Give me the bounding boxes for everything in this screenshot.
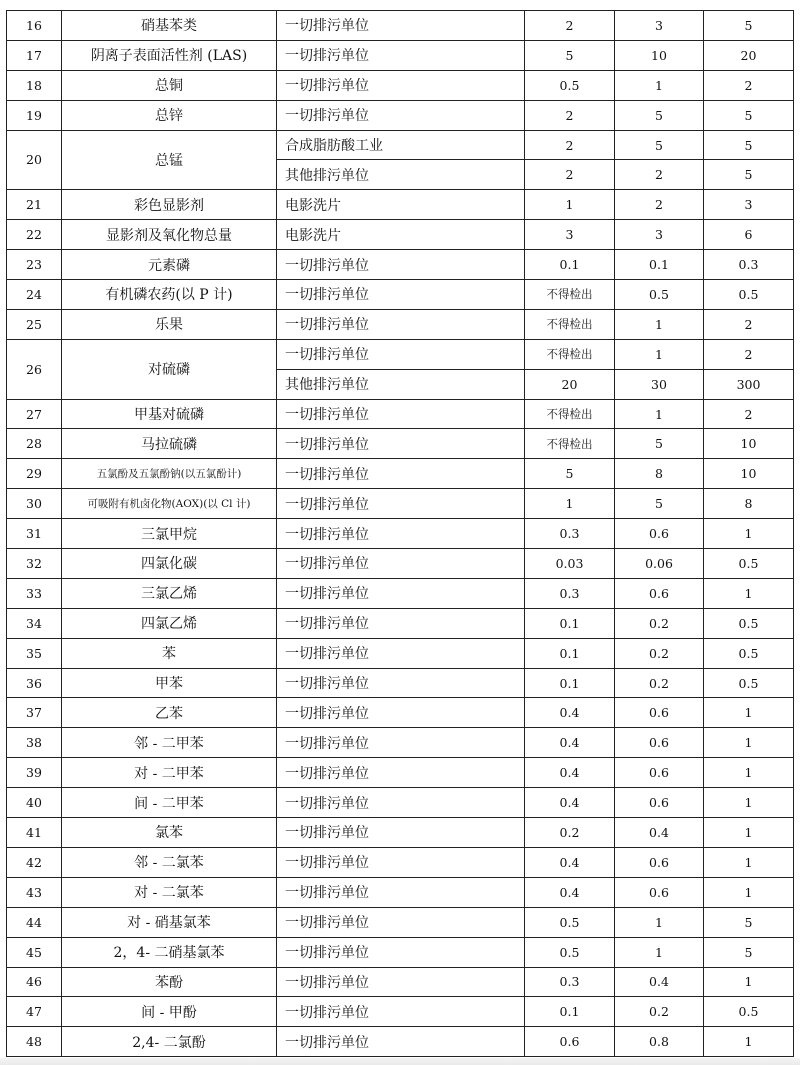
standard-value-grade-2: 0.8: [615, 1027, 704, 1057]
table-row: [7, 1027, 794, 1057]
standard-value-grade-1: 不得检出: [525, 429, 615, 459]
row-number: 18: [7, 70, 62, 100]
pollutant-name: 有机磷农药(以 P 计): [62, 280, 277, 310]
pollutant-name: 甲基对硫磷: [62, 399, 277, 429]
standard-value-grade-1: 0.3: [525, 578, 615, 608]
standard-value-grade-3: 1: [704, 698, 794, 728]
table-row: [7, 70, 794, 100]
pollutant-name: 元素磷: [62, 250, 277, 280]
table-row: [7, 788, 794, 818]
discharge-standard-table: [6, 10, 794, 1057]
applicable-scope: 一切排污单位: [277, 250, 525, 280]
applicable-scope: 一切排污单位: [277, 1027, 525, 1057]
applicable-scope: 一切排污单位: [277, 937, 525, 967]
row-number: 43: [7, 877, 62, 907]
standard-value-grade-2: 0.2: [615, 668, 704, 698]
pollutant-name: 氯苯: [62, 818, 277, 848]
row-number: 40: [7, 788, 62, 818]
table-row: [7, 519, 794, 549]
pollutant-name: 彩色显影剂: [62, 190, 277, 220]
standard-value-grade-1: 0.1: [525, 608, 615, 638]
standard-value-grade-3: 5: [704, 100, 794, 130]
applicable-scope: 其他排污单位: [277, 160, 525, 190]
table-row: [7, 847, 794, 877]
page-bottom-shadow: [0, 1058, 800, 1065]
applicable-scope: 一切排污单位: [277, 668, 525, 698]
applicable-scope: 一切排污单位: [277, 339, 525, 369]
table-row: [7, 997, 794, 1027]
standard-value-grade-2: 0.2: [615, 608, 704, 638]
standard-value-grade-2: 0.6: [615, 847, 704, 877]
standard-value-grade-1: 0.3: [525, 519, 615, 549]
applicable-scope: 一切排污单位: [277, 399, 525, 429]
table-row: [7, 11, 794, 41]
standard-value-grade-3: 1: [704, 728, 794, 758]
standard-value-grade-1: 1: [525, 190, 615, 220]
standard-value-grade-1: 0.4: [525, 728, 615, 758]
pollutant-name: 马拉硫磷: [62, 429, 277, 459]
standard-value-grade-1: 2: [525, 100, 615, 130]
standard-value-grade-2: 0.1: [615, 250, 704, 280]
standard-value-grade-1: 0.5: [525, 937, 615, 967]
applicable-scope: 其他排污单位: [277, 369, 525, 399]
standard-value-grade-1: 不得检出: [525, 399, 615, 429]
row-number: 26: [7, 339, 62, 399]
table-row: [7, 967, 794, 997]
standard-value-grade-1: 0.1: [525, 997, 615, 1027]
standard-value-grade-3: 5: [704, 11, 794, 41]
standard-value-grade-2: 1: [615, 70, 704, 100]
applicable-scope: 一切排污单位: [277, 758, 525, 788]
standard-value-grade-2: 0.6: [615, 578, 704, 608]
pollutant-name: 乙苯: [62, 698, 277, 728]
row-number: 16: [7, 11, 62, 41]
standard-value-grade-2: 1: [615, 339, 704, 369]
row-number: 35: [7, 638, 62, 668]
applicable-scope: 一切排污单位: [277, 847, 525, 877]
applicable-scope: 一切排污单位: [277, 997, 525, 1027]
standard-value-grade-2: 0.06: [615, 549, 704, 579]
standard-value-grade-1: 不得检出: [525, 280, 615, 310]
row-number: 45: [7, 937, 62, 967]
pollutant-name: 总铜: [62, 70, 277, 100]
standard-value-grade-2: 0.6: [615, 728, 704, 758]
standard-value-grade-1: 3: [525, 220, 615, 250]
table-row: [7, 549, 794, 579]
standard-value-grade-1: 0.4: [525, 877, 615, 907]
standard-value-grade-3: 8: [704, 489, 794, 519]
standard-value-grade-3: 0.5: [704, 997, 794, 1027]
pollutant-name: 可吸附有机卤化物(AOX)(以 Cl 计): [62, 489, 277, 519]
pollutant-name: 阴离子表面活性剂 (LAS): [62, 40, 277, 70]
standard-value-grade-2: 0.2: [615, 638, 704, 668]
standard-value-grade-1: 20: [525, 369, 615, 399]
table-row: [7, 309, 794, 339]
table-row: [7, 668, 794, 698]
applicable-scope: 一切排污单位: [277, 100, 525, 130]
applicable-scope: 一切排污单位: [277, 578, 525, 608]
row-number: 30: [7, 489, 62, 519]
standard-value-grade-2: 0.4: [615, 967, 704, 997]
pollutant-name: 间 - 二甲苯: [62, 788, 277, 818]
standard-value-grade-3: 2: [704, 309, 794, 339]
standard-value-grade-3: 1: [704, 578, 794, 608]
table-row: [7, 728, 794, 758]
pollutant-name: 对 - 硝基氯苯: [62, 907, 277, 937]
applicable-scope: 一切排污单位: [277, 11, 525, 41]
applicable-scope: 一切排污单位: [277, 549, 525, 579]
row-number: 22: [7, 220, 62, 250]
standard-value-grade-2: 0.6: [615, 758, 704, 788]
pollutant-name: 三氯乙烯: [62, 578, 277, 608]
standard-value-grade-3: 10: [704, 459, 794, 489]
row-number: 19: [7, 100, 62, 130]
table-row: [7, 429, 794, 459]
standard-value-grade-2: 0.6: [615, 698, 704, 728]
standard-value-grade-1: 0.1: [525, 638, 615, 668]
row-number: 25: [7, 309, 62, 339]
standard-value-grade-2: 5: [615, 130, 704, 160]
standard-value-grade-2: 0.6: [615, 519, 704, 549]
table-row: [7, 608, 794, 638]
pollutant-name: 四氯乙烯: [62, 608, 277, 638]
pollutant-name: 苯酚: [62, 967, 277, 997]
standard-value-grade-3: 300: [704, 369, 794, 399]
standard-value-grade-3: 0.5: [704, 638, 794, 668]
applicable-scope: 一切排污单位: [277, 907, 525, 937]
table-row: [7, 578, 794, 608]
row-number: 48: [7, 1027, 62, 1057]
row-number: 17: [7, 40, 62, 70]
pollutant-name: 对 - 二甲苯: [62, 758, 277, 788]
standard-value-grade-2: 10: [615, 40, 704, 70]
standard-value-grade-3: 1: [704, 818, 794, 848]
standard-value-grade-1: 0.5: [525, 907, 615, 937]
pollutant-name: 五氯酚及五氯酚钠(以五氯酚计): [62, 459, 277, 489]
row-number: 36: [7, 668, 62, 698]
row-number: 29: [7, 459, 62, 489]
standard-value-grade-3: 5: [704, 907, 794, 937]
table-row: [7, 758, 794, 788]
row-number: 34: [7, 608, 62, 638]
pollutant-name: 2，4- 二硝基氯苯: [62, 937, 277, 967]
pollutant-name: 总锰: [62, 130, 277, 190]
standard-value-grade-3: 1: [704, 788, 794, 818]
row-number: 31: [7, 519, 62, 549]
standard-value-grade-1: 0.5: [525, 70, 615, 100]
table-row: [7, 250, 794, 280]
standard-value-grade-2: 0.5: [615, 280, 704, 310]
pollutant-name: 邻 - 二甲苯: [62, 728, 277, 758]
standard-value-grade-3: 1: [704, 758, 794, 788]
standard-value-grade-1: 5: [525, 459, 615, 489]
standard-value-grade-1: 2: [525, 160, 615, 190]
standard-value-grade-3: 1: [704, 967, 794, 997]
pollutant-name: 乐果: [62, 309, 277, 339]
standard-value-grade-2: 1: [615, 309, 704, 339]
row-number: 21: [7, 190, 62, 220]
standard-value-grade-1: 0.4: [525, 758, 615, 788]
standard-value-grade-3: 3: [704, 190, 794, 220]
standard-value-grade-1: 不得检出: [525, 309, 615, 339]
applicable-scope: 电影洗片: [277, 190, 525, 220]
table-row: [7, 339, 794, 369]
standard-value-grade-2: 2: [615, 190, 704, 220]
pollutant-name: 间 - 甲酚: [62, 997, 277, 1027]
table-row: [7, 100, 794, 130]
applicable-scope: 一切排污单位: [277, 967, 525, 997]
applicable-scope: 一切排污单位: [277, 818, 525, 848]
table-row: [7, 877, 794, 907]
standard-value-grade-3: 2: [704, 70, 794, 100]
row-number: 28: [7, 429, 62, 459]
pollutant-name: 硝基苯类: [62, 11, 277, 41]
applicable-scope: 一切排污单位: [277, 459, 525, 489]
applicable-scope: 一切排污单位: [277, 280, 525, 310]
standard-value-grade-3: 0.3: [704, 250, 794, 280]
applicable-scope: 一切排污单位: [277, 788, 525, 818]
standard-value-grade-2: 8: [615, 459, 704, 489]
standard-value-grade-3: 2: [704, 339, 794, 369]
standard-value-grade-1: 0.4: [525, 788, 615, 818]
standard-value-grade-1: 2: [525, 130, 615, 160]
table-row: [7, 40, 794, 70]
standard-value-grade-3: 0.5: [704, 549, 794, 579]
standard-value-grade-1: 5: [525, 40, 615, 70]
applicable-scope: 电影洗片: [277, 220, 525, 250]
applicable-scope: 一切排污单位: [277, 429, 525, 459]
table-row: [7, 280, 794, 310]
standard-value-grade-3: 0.5: [704, 668, 794, 698]
standard-value-grade-2: 0.2: [615, 997, 704, 1027]
pollutant-name: 对硫磷: [62, 339, 277, 399]
table-row: [7, 220, 794, 250]
applicable-scope: 一切排污单位: [277, 608, 525, 638]
pollutant-name: 显影剂及氧化物总量: [62, 220, 277, 250]
row-number: 20: [7, 130, 62, 190]
standard-value-grade-2: 5: [615, 429, 704, 459]
standard-value-grade-3: 0.5: [704, 608, 794, 638]
standard-value-grade-2: 3: [615, 11, 704, 41]
standard-value-grade-2: 1: [615, 399, 704, 429]
table-row: [7, 937, 794, 967]
standard-value-grade-3: 5: [704, 937, 794, 967]
row-number: 39: [7, 758, 62, 788]
standard-value-grade-1: 1: [525, 489, 615, 519]
pollutant-name: 邻 - 二氯苯: [62, 847, 277, 877]
standard-value-grade-3: 1: [704, 847, 794, 877]
table-row: [7, 190, 794, 220]
pollutant-name: 总锌: [62, 100, 277, 130]
row-number: 46: [7, 967, 62, 997]
pollutant-name: 对 - 二氯苯: [62, 877, 277, 907]
applicable-scope: 一切排污单位: [277, 877, 525, 907]
applicable-scope: 一切排污单位: [277, 728, 525, 758]
standard-value-grade-3: 2: [704, 399, 794, 429]
standard-value-grade-2: 2: [615, 160, 704, 190]
standard-value-grade-1: 0.2: [525, 818, 615, 848]
row-number: 37: [7, 698, 62, 728]
standard-value-grade-1: 2: [525, 11, 615, 41]
standard-value-grade-2: 3: [615, 220, 704, 250]
applicable-scope: 合成脂肪酸工业: [277, 130, 525, 160]
standard-value-grade-3: 5: [704, 160, 794, 190]
applicable-scope: 一切排污单位: [277, 698, 525, 728]
row-number: 44: [7, 907, 62, 937]
standard-value-grade-3: 1: [704, 877, 794, 907]
standard-value-grade-3: 1: [704, 1027, 794, 1057]
applicable-scope: 一切排污单位: [277, 638, 525, 668]
table-body: [7, 11, 794, 1057]
row-number: 24: [7, 280, 62, 310]
row-number: 41: [7, 818, 62, 848]
table-row: [7, 638, 794, 668]
table-row: [7, 698, 794, 728]
standard-value-grade-1: 0.03: [525, 549, 615, 579]
pollutant-name: 苯: [62, 638, 277, 668]
row-number: 38: [7, 728, 62, 758]
row-number: 42: [7, 847, 62, 877]
applicable-scope: 一切排污单位: [277, 489, 525, 519]
row-number: 33: [7, 578, 62, 608]
standard-value-grade-3: 0.5: [704, 280, 794, 310]
table-row: [7, 459, 794, 489]
standard-value-grade-2: 5: [615, 100, 704, 130]
row-number: 23: [7, 250, 62, 280]
standard-value-grade-1: 0.3: [525, 967, 615, 997]
standard-value-grade-1: 0.1: [525, 250, 615, 280]
table-row: [7, 907, 794, 937]
standard-value-grade-3: 5: [704, 130, 794, 160]
applicable-scope: 一切排污单位: [277, 70, 525, 100]
standard-value-grade-2: 0.6: [615, 877, 704, 907]
row-number: 27: [7, 399, 62, 429]
table-row: [7, 399, 794, 429]
table-row: [7, 818, 794, 848]
applicable-scope: 一切排污单位: [277, 519, 525, 549]
standard-value-grade-1: 0.4: [525, 698, 615, 728]
standard-value-grade-2: 0.4: [615, 818, 704, 848]
standard-value-grade-2: 5: [615, 489, 704, 519]
row-number: 32: [7, 549, 62, 579]
standard-value-grade-3: 1: [704, 519, 794, 549]
standard-value-grade-1: 0.6: [525, 1027, 615, 1057]
standard-value-grade-1: 0.1: [525, 668, 615, 698]
pollutant-name: 2,4- 二氯酚: [62, 1027, 277, 1057]
standard-value-grade-1: 0.4: [525, 847, 615, 877]
standard-value-grade-3: 6: [704, 220, 794, 250]
standard-value-grade-2: 0.6: [615, 788, 704, 818]
pollutant-name: 三氯甲烷: [62, 519, 277, 549]
pollutant-name: 甲苯: [62, 668, 277, 698]
table-row: [7, 130, 794, 160]
pollutant-name: 四氯化碳: [62, 549, 277, 579]
table-row: [7, 489, 794, 519]
standard-value-grade-3: 20: [704, 40, 794, 70]
standard-value-grade-1: 不得检出: [525, 339, 615, 369]
applicable-scope: 一切排污单位: [277, 309, 525, 339]
standard-value-grade-2: 1: [615, 937, 704, 967]
standard-value-grade-3: 10: [704, 429, 794, 459]
standard-value-grade-2: 30: [615, 369, 704, 399]
applicable-scope: 一切排污单位: [277, 40, 525, 70]
row-number: 47: [7, 997, 62, 1027]
standard-value-grade-2: 1: [615, 907, 704, 937]
